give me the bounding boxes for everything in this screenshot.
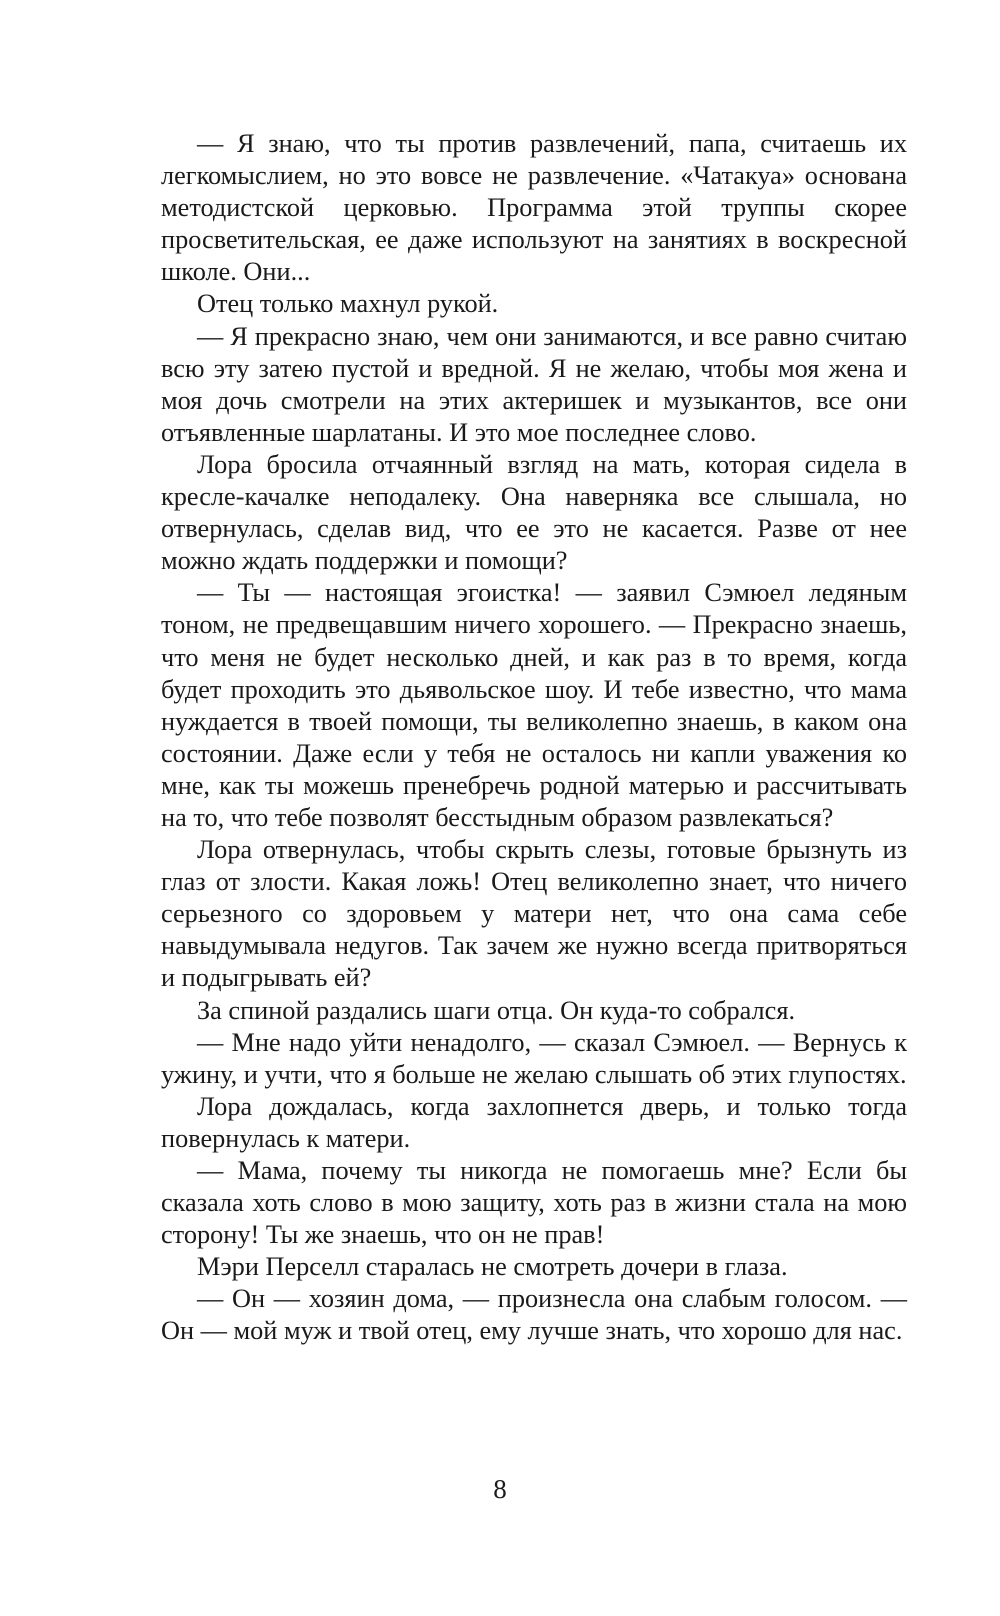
paragraph: Лора дождалась, когда захлопнется дверь, и только тогда повернулась к матери. [161,1091,907,1153]
paragraph: — Я знаю, что ты против развлечений, папа, считаешь их легкомыслием, но это вовсе не развлечение. «Чатакуа» основана методистской церковью. Программа этой труппы скорее просветительская, ее даже используют на занятиях в воскресной школе. Они... [161,129,907,287]
paragraph: Мэри Перселл старалась не смотреть дочери в глаза. [197,1252,788,1282]
paragraph: — Мне надо уйти ненадолго, — сказал Сэмюел. — Вернусь к ужину, и учти, что я больше не желаю слышать об этих глупостях. [161,1027,907,1089]
paragraph: — Ты — настоящая эгоистка! — заявил Сэмюел ледяным тоном, не предвещавшим ничего хорошего. — Прекрасно знаешь, что меня не будет несколько дней, и как раз в то время, когда будет проходить это дьявольское шоу. И тебе известно, что мама нуждается в твоей помощи, ты великолепно знаешь, в каком она состоянии. Даже если у тебя не осталось ни капли уважения ко мне, как ты можешь пренебречь родной матерью и рассчитывать на то, что тебе позволят бесстыдным образом развлекаться? [161,578,907,832]
paragraph: Лора отвернулась, чтобы скрыть слезы, готовые брызнуть из глаз от злости. Какая ложь! Отец великолепно знает, что ничего серьезного со здоровьем у матери нет, что она сама себе навыдумывала недугов. Так зачем же нужно всегда притворяться и подыгрывать ей? [161,835,907,993]
paragraph: — Я прекрасно знаю, чем они занимаются, и все равно считаю всю эту затею пустой и вредной. Я не желаю, чтобы моя жена и моя дочь смотрели на этих актеришек и музыкантов, все они отъявленные шарлатаны. И это мое последнее слово. [161,321,907,447]
paragraph: — Мама, почему ты никогда не помогаешь мне? Если бы сказала хоть слово в мою защиту, хоть раз в жизни стала на мою сторону! Ты же знаешь, что он не прав! [161,1156,907,1250]
paragraph: За спиной раздались шаги отца. Он куда-то собрался. [197,995,796,1025]
paragraph: — Он — хозяин дома, — произнесла она слабым голосом. — Он — мой муж и твой отец, ему лучше знать, что хорошо для нас. [161,1284,907,1346]
body-text [161,128,907,1348]
paragraph: Лора бросила отчаянный взгляд на мать, которая сидела в кресле-качалке неподалеку. Она наверняка все слышала, но отвернулась, сделав вид, что ее это не касается. Разве от нее можно ждать поддержки и помощи? [161,449,907,576]
page-number: 8 [493,1474,507,1504]
paragraph: Отец только махнул рукой. [197,289,499,319]
